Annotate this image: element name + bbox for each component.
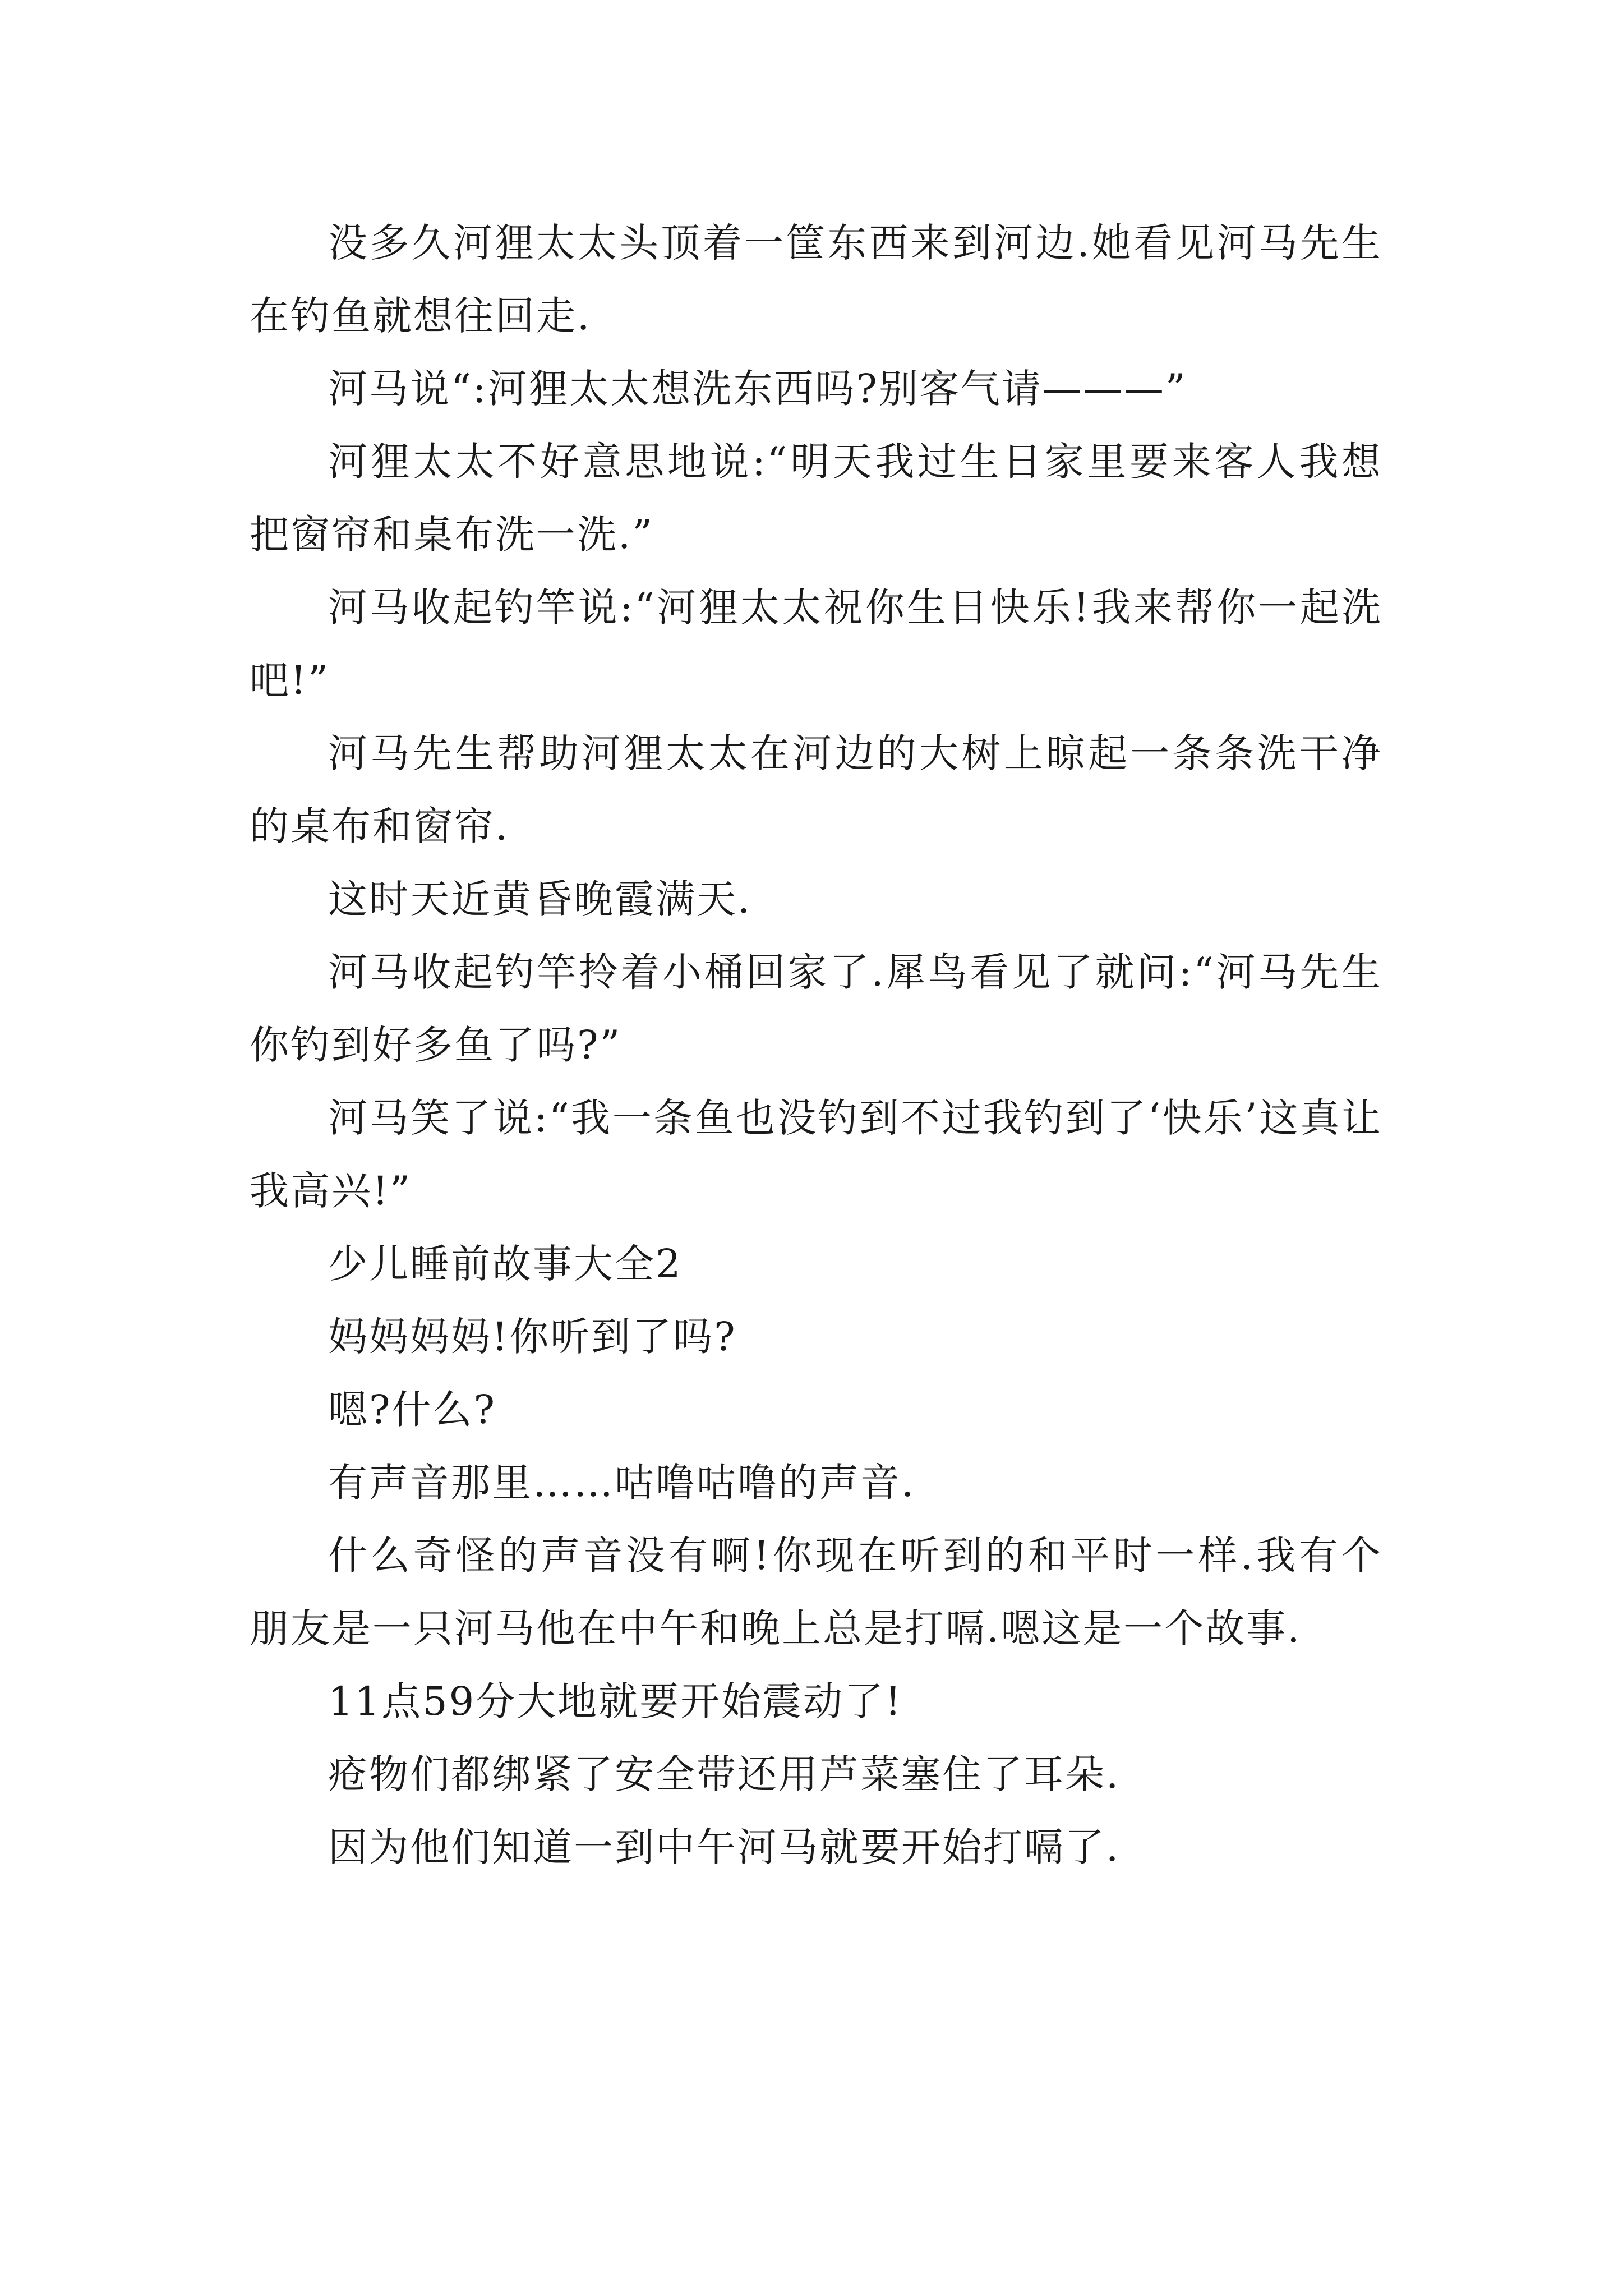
story-text: [250, 206, 1382, 1884]
paragraph-8: 河马笑了说:“我一条鱼也没钓到不过我钓到了‘快乐’这真让我高兴!”: [250, 1095, 1382, 1214]
paragraph-11: 嗯?什么?: [328, 1387, 497, 1433]
paragraph-12: 有声音那里……咕噜咕噜的声音.: [328, 1460, 916, 1506]
paragraph-14: 11点59分大地就要开始震动了!: [328, 1678, 903, 1724]
paragraph-10: 妈妈妈妈!你听到了吗?: [328, 1314, 737, 1360]
paragraph-15: 疮物们都绑紧了安全带还用芦菜塞住了耳朵.: [328, 1751, 1121, 1797]
paragraph-13: 什么奇怪的声音没有啊!你现在听到的和平时一样.我有个朋友是一只河马他在中午和晚上总是打嗝.嗯这是一个故事.: [250, 1533, 1382, 1651]
paragraph-7: 河马收起钓竿拎着小桶回家了.犀鸟看见了就问:“河马先生你钓到好多鱼了吗?”: [250, 949, 1382, 1068]
paragraph-6: 这时天近黄昏晚霞满天.: [328, 876, 752, 922]
paragraph-4: 河马收起钓竿说:“河狸太太祝你生日快乐!我来帮你一起洗吧!”: [250, 585, 1382, 703]
paragraph-3: 河狸太太不好意思地说:“明天我过生日家里要来客人我想把窗帘和桌布洗一洗.”: [250, 439, 1382, 558]
paragraph-5: 河马先生帮助河狸太太在河边的大树上晾起一条条洗干净的桌布和窗帘.: [250, 730, 1382, 849]
section-heading: 少儿睡前故事大全2: [328, 1241, 683, 1287]
paragraph-1: 没多久河狸太太头顶着一筐东西来到河边.她看见河马先生在钓鱼就想往回走.: [250, 220, 1382, 339]
paragraph-16: 因为他们知道一到中午河马就要开始打嗝了.: [328, 1824, 1121, 1870]
paragraph-2: 河马说“:河狸太太想洗东西吗?别客气请———”: [328, 366, 1187, 412]
